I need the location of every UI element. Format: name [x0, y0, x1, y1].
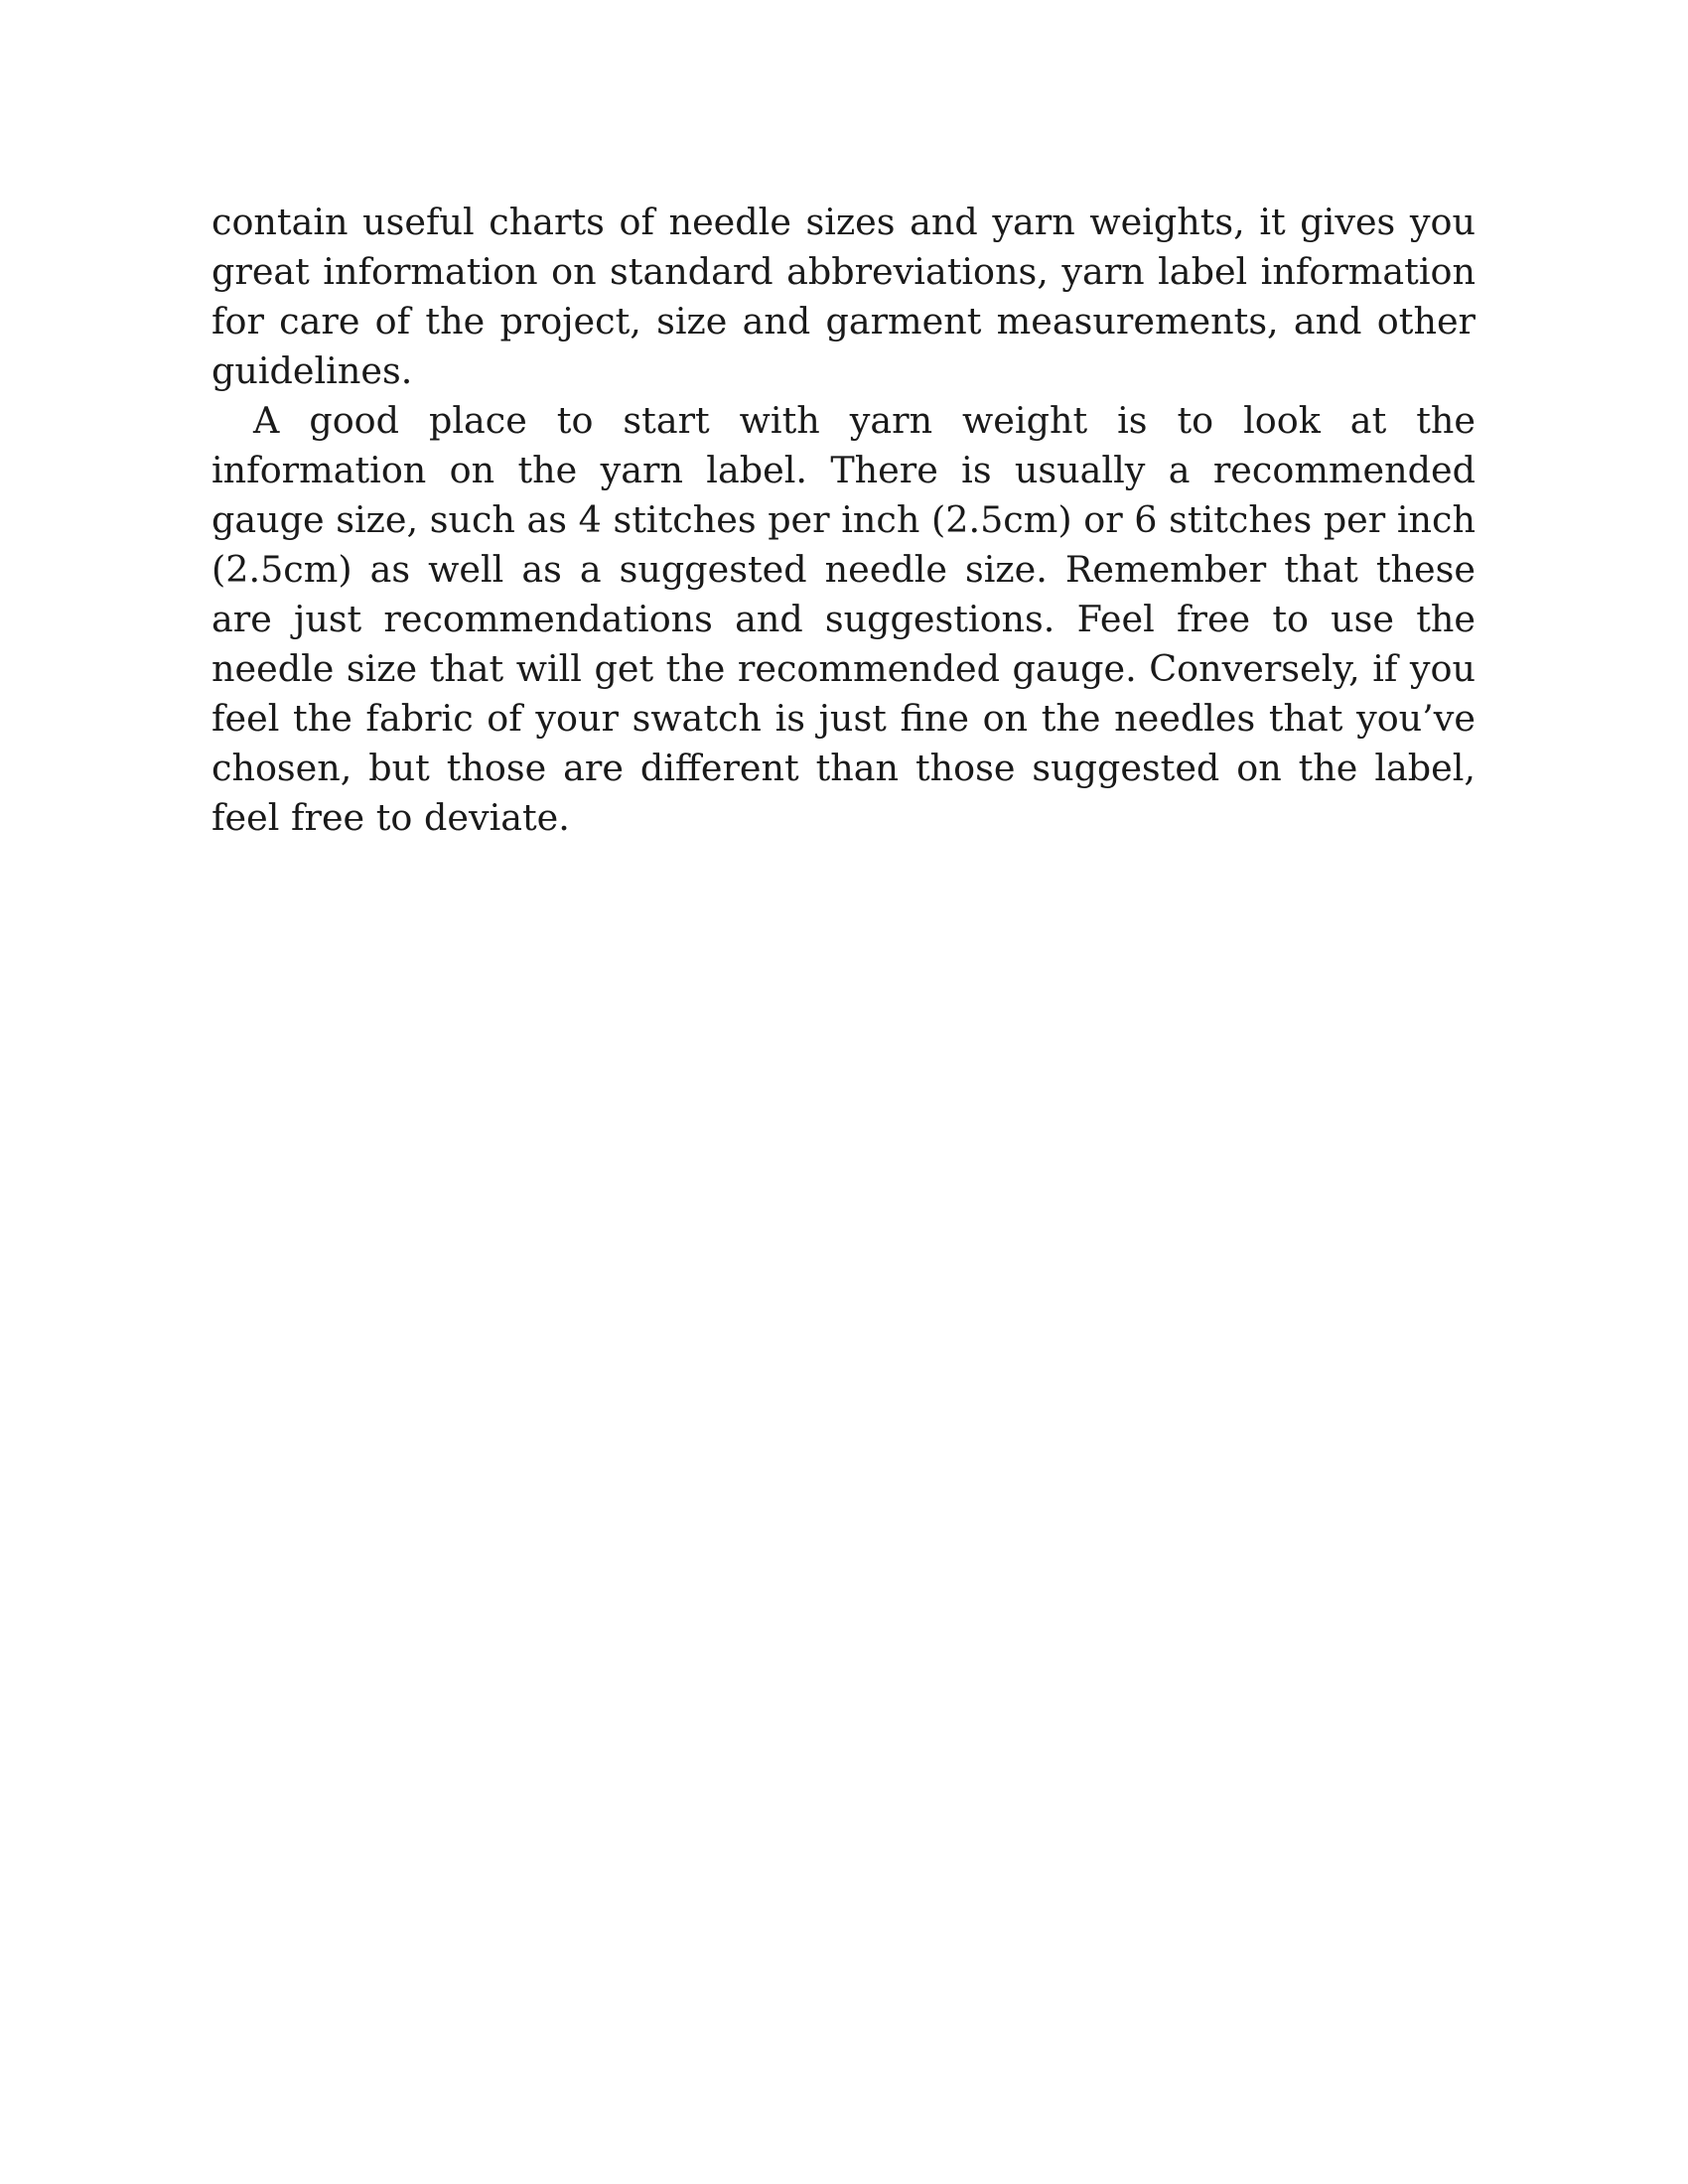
body-text [211, 198, 1476, 843]
paragraph-continuation: contain useful charts of needle sizes and yarn weights, it gives you great information on standard abbreviations, yarn label information for care of the project, size and garment measurements, and other guidelines. [211, 201, 1476, 392]
paragraph-yarn-weight: A good place to start with yarn weight is to look at the information on the yarn label. There is usually a recommended gauge size, such as 4 stitches per inch (2.5cm) or 6 stitches per inch (2.5cm) as well as a suggested needle size. Remember that these are just recommendations and suggestions. Feel free to use the needle size that will get the recommended gauge. Conversely, if you feel the fabric of your swatch is just fine on the needles that you’ve chosen, but those are different than those suggested on the label, feel free to deviate. [211, 399, 1476, 839]
